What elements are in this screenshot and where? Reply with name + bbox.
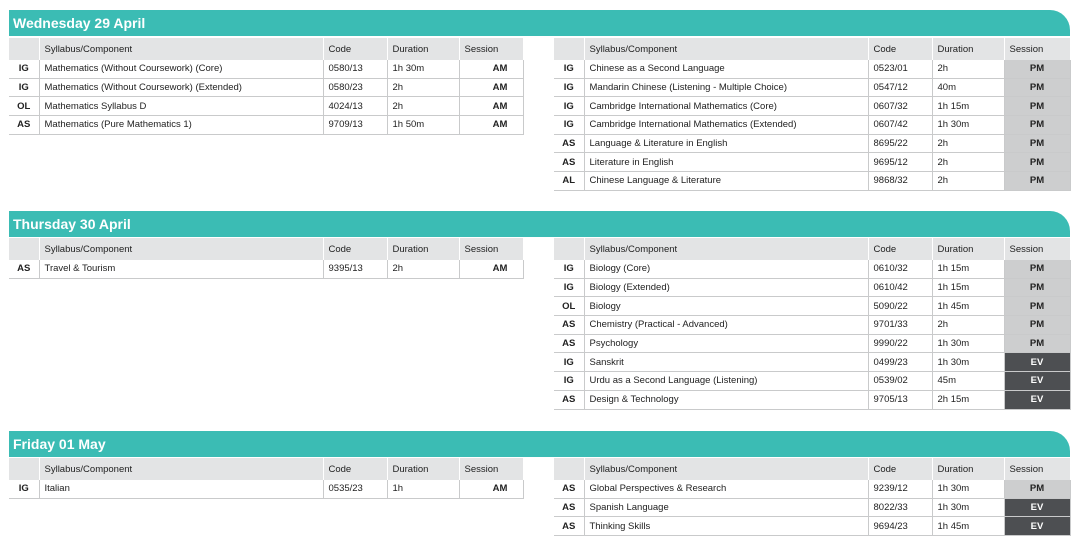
col-code: Code: [868, 458, 932, 480]
syllabus-name: Mathematics (Pure Mathematics 1): [39, 116, 323, 135]
col-level: [554, 238, 584, 260]
schedule-table-thursday-pm: [554, 238, 1071, 410]
col-level: [9, 38, 39, 60]
table-row: [554, 134, 1070, 153]
session-badge: AM: [459, 260, 523, 278]
exam-duration: 1h 15m: [932, 260, 1004, 278]
session-badge: AM: [459, 78, 523, 97]
exam-level: AS: [554, 390, 584, 409]
col-duration: Duration: [932, 238, 1004, 260]
syllabus-name: Biology: [584, 297, 868, 316]
exam-duration: 2h: [932, 134, 1004, 153]
exam-level: AS: [554, 153, 584, 172]
col-syllabus: Syllabus/Component: [39, 38, 323, 60]
session-badge: PM: [1004, 134, 1070, 153]
col-duration: Duration: [387, 38, 459, 60]
exam-duration: 2h: [932, 316, 1004, 335]
syllabus-name: Biology (Core): [584, 260, 868, 278]
component-code: 0535/23: [323, 480, 387, 498]
exam-duration: 2h: [932, 60, 1004, 78]
session-badge: EV: [1004, 353, 1070, 372]
syllabus-name: Chemistry (Practical - Advanced): [584, 316, 868, 335]
exam-level: AL: [554, 172, 584, 191]
session-badge: PM: [1004, 116, 1070, 135]
component-code: 9868/32: [868, 172, 932, 191]
session-badge: PM: [1004, 78, 1070, 97]
syllabus-name: Literature in English: [584, 153, 868, 172]
exam-duration: 2h 15m: [932, 390, 1004, 409]
day-header-friday: Friday 01 May: [9, 431, 1070, 457]
col-code: Code: [323, 238, 387, 260]
col-session: Session: [1004, 458, 1070, 480]
col-code: Code: [868, 238, 932, 260]
syllabus-name: Thinking Skills: [584, 517, 868, 536]
col-session: Session: [459, 458, 523, 480]
exam-duration: 1h 30m: [932, 480, 1004, 498]
exam-level: IG: [9, 78, 39, 97]
exam-duration: 1h 30m: [387, 60, 459, 78]
syllabus-name: Urdu as a Second Language (Listening): [584, 372, 868, 391]
col-syllabus: Syllabus/Component: [584, 38, 868, 60]
component-code: 0539/02: [868, 372, 932, 391]
session-badge: PM: [1004, 297, 1070, 316]
exam-duration: 40m: [932, 78, 1004, 97]
exam-level: AS: [9, 260, 39, 278]
session-badge: PM: [1004, 334, 1070, 353]
component-code: 4024/13: [323, 97, 387, 116]
component-code: 0499/23: [868, 353, 932, 372]
component-code: 9395/13: [323, 260, 387, 278]
exam-level: IG: [554, 260, 584, 278]
exam-duration: 1h 15m: [932, 278, 1004, 297]
table-row: [9, 480, 523, 498]
session-badge: PM: [1004, 172, 1070, 191]
component-code: 0607/32: [868, 97, 932, 116]
session-badge: EV: [1004, 390, 1070, 409]
col-duration: Duration: [387, 238, 459, 260]
table-row: [9, 260, 523, 278]
exam-duration: 2h: [387, 78, 459, 97]
table-row: [554, 60, 1070, 78]
table-row: [9, 116, 523, 135]
exam-level: OL: [554, 297, 584, 316]
component-code: 8695/22: [868, 134, 932, 153]
col-syllabus: Syllabus/Component: [584, 458, 868, 480]
syllabus-name: Spanish Language: [584, 498, 868, 517]
exam-duration: 45m: [932, 372, 1004, 391]
exam-level: AS: [554, 334, 584, 353]
session-badge: EV: [1004, 498, 1070, 517]
component-code: 0607/42: [868, 116, 932, 135]
table-row: [554, 480, 1070, 498]
session-badge: PM: [1004, 480, 1070, 498]
exam-level: AS: [554, 498, 584, 517]
col-duration: Duration: [387, 458, 459, 480]
component-code: 9694/23: [868, 517, 932, 536]
exam-level: AS: [9, 116, 39, 135]
table-row: [554, 260, 1070, 278]
component-code: 9239/12: [868, 480, 932, 498]
component-code: 0610/42: [868, 278, 932, 297]
syllabus-name: Chinese Language & Literature: [584, 172, 868, 191]
syllabus-name: Italian: [39, 480, 323, 498]
exam-duration: 1h 30m: [932, 498, 1004, 517]
table-row: [554, 278, 1070, 297]
col-session: Session: [1004, 238, 1070, 260]
table-row: [9, 78, 523, 97]
schedule-table-friday-am: [9, 458, 524, 499]
table-row: [554, 78, 1070, 97]
component-code: 9990/22: [868, 334, 932, 353]
table-row: [554, 116, 1070, 135]
exam-level: OL: [9, 97, 39, 116]
syllabus-name: Mathematics Syllabus D: [39, 97, 323, 116]
exam-level: AS: [554, 480, 584, 498]
session-badge: PM: [1004, 97, 1070, 116]
syllabus-name: Psychology: [584, 334, 868, 353]
col-code: Code: [868, 38, 932, 60]
table-row: [554, 97, 1070, 116]
table-row: [554, 390, 1070, 409]
syllabus-name: Sanskrit: [584, 353, 868, 372]
component-code: 0610/32: [868, 260, 932, 278]
component-code: 9695/12: [868, 153, 932, 172]
table-row: [554, 353, 1070, 372]
syllabus-name: Design & Technology: [584, 390, 868, 409]
exam-level: AS: [554, 134, 584, 153]
schedule-table-thursday-am: [9, 238, 524, 279]
table-row: [554, 517, 1070, 536]
exam-level: IG: [554, 60, 584, 78]
component-code: 9701/33: [868, 316, 932, 335]
table-row: [554, 172, 1070, 191]
col-duration: Duration: [932, 38, 1004, 60]
session-badge: AM: [459, 60, 523, 78]
col-level: [554, 38, 584, 60]
component-code: 0547/12: [868, 78, 932, 97]
table-row: [554, 372, 1070, 391]
exam-level: IG: [9, 60, 39, 78]
exam-duration: 2h: [387, 260, 459, 278]
exam-level: IG: [9, 480, 39, 498]
component-code: 0580/13: [323, 60, 387, 78]
col-code: Code: [323, 38, 387, 60]
syllabus-name: Language & Literature in English: [584, 134, 868, 153]
exam-duration: 2h: [387, 97, 459, 116]
component-code: 0580/23: [323, 78, 387, 97]
schedule-table-wednesday-am: [9, 38, 524, 135]
session-badge: EV: [1004, 372, 1070, 391]
syllabus-name: Travel & Tourism: [39, 260, 323, 278]
exam-duration: 1h 15m: [932, 97, 1004, 116]
col-session: Session: [459, 238, 523, 260]
exam-level: AS: [554, 517, 584, 536]
syllabus-name: Chinese as a Second Language: [584, 60, 868, 78]
exam-duration: 1h 30m: [932, 353, 1004, 372]
session-badge: PM: [1004, 153, 1070, 172]
exam-duration: 1h 45m: [932, 297, 1004, 316]
exam-duration: 1h 30m: [932, 334, 1004, 353]
col-level: [9, 458, 39, 480]
col-syllabus: Syllabus/Component: [39, 238, 323, 260]
exam-duration: 1h: [387, 480, 459, 498]
session-badge: PM: [1004, 316, 1070, 335]
day-header-wednesday: Wednesday 29 April: [9, 10, 1070, 36]
component-code: 9705/13: [868, 390, 932, 409]
table-row: [554, 498, 1070, 517]
table-row: [554, 297, 1070, 316]
schedule-table-wednesday-pm: [554, 38, 1071, 191]
exam-level: IG: [554, 372, 584, 391]
component-code: 5090/22: [868, 297, 932, 316]
exam-duration: 2h: [932, 172, 1004, 191]
col-code: Code: [323, 458, 387, 480]
syllabus-name: Cambridge International Mathematics (Core): [584, 97, 868, 116]
col-syllabus: Syllabus/Component: [584, 238, 868, 260]
syllabus-name: Mandarin Chinese (Listening - Multiple Choice): [584, 78, 868, 97]
col-session: Session: [459, 38, 523, 60]
syllabus-name: Mathematics (Without Coursework) (Extended): [39, 78, 323, 97]
syllabus-name: Biology (Extended): [584, 278, 868, 297]
syllabus-name: Mathematics (Without Coursework) (Core): [39, 60, 323, 78]
col-duration: Duration: [932, 458, 1004, 480]
exam-level: IG: [554, 97, 584, 116]
syllabus-name: Global Perspectives & Research: [584, 480, 868, 498]
component-code: 8022/33: [868, 498, 932, 517]
session-badge: PM: [1004, 278, 1070, 297]
exam-level: IG: [554, 78, 584, 97]
session-badge: PM: [1004, 260, 1070, 278]
exam-level: IG: [554, 116, 584, 135]
table-row: [554, 316, 1070, 335]
col-level: [9, 238, 39, 260]
table-row: [554, 334, 1070, 353]
exam-level: IG: [554, 353, 584, 372]
session-badge: AM: [459, 97, 523, 116]
session-badge: AM: [459, 480, 523, 498]
syllabus-name: Cambridge International Mathematics (Extended): [584, 116, 868, 135]
table-row: [9, 60, 523, 78]
exam-duration: 1h 30m: [932, 116, 1004, 135]
table-row: [554, 153, 1070, 172]
session-badge: PM: [1004, 60, 1070, 78]
day-header-thursday: Thursday 30 April: [9, 211, 1070, 237]
schedule-table-friday-pm: [554, 458, 1071, 536]
exam-duration: 1h 45m: [932, 517, 1004, 536]
col-level: [554, 458, 584, 480]
exam-duration: 2h: [932, 153, 1004, 172]
session-badge: AM: [459, 116, 523, 135]
exam-level: AS: [554, 316, 584, 335]
component-code: 9709/13: [323, 116, 387, 135]
exam-level: IG: [554, 278, 584, 297]
col-session: Session: [1004, 38, 1070, 60]
exam-duration: 1h 50m: [387, 116, 459, 135]
component-code: 0523/01: [868, 60, 932, 78]
col-syllabus: Syllabus/Component: [39, 458, 323, 480]
table-row: [9, 97, 523, 116]
session-badge: EV: [1004, 517, 1070, 536]
